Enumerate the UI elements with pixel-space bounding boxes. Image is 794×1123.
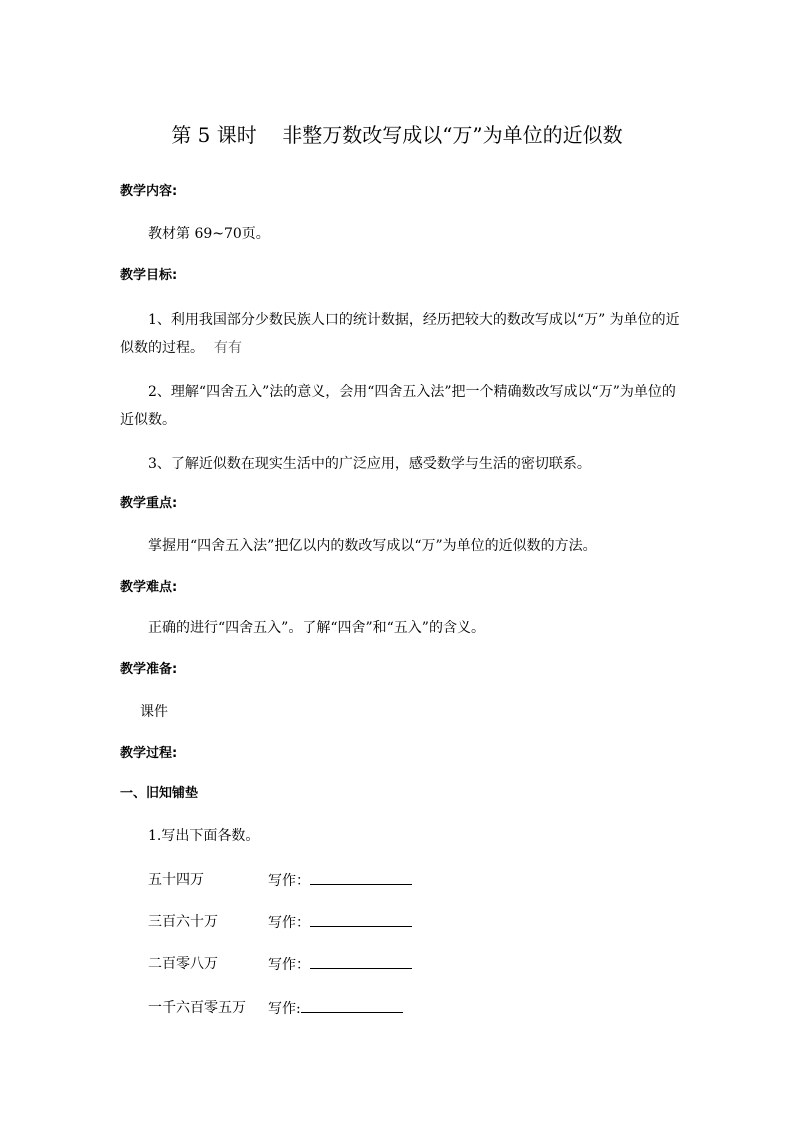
- section1-heading: 一、旧知铺垫: [120, 786, 199, 801]
- goals-heading: 教学目标:: [120, 268, 178, 283]
- write-field: [268, 998, 403, 1019]
- exercise-number: 三百六十万: [148, 914, 218, 930]
- focus-text: 掌握用“四舍五入法”把亿以内的数改写成以“万”为单位的近似数的方法。: [148, 538, 597, 554]
- goal-1-text: 1、利用我国部分少数民族人口的统计数据，经历把较大的数改写成以“万” 为单位的近似数的过程。: [120, 312, 680, 356]
- difficulty-text: 正确的进行“四舍五入”。了解“四舍”和“五入”的含义。: [148, 620, 485, 636]
- focus-heading: 教学重点:: [120, 496, 178, 511]
- goal-1: [120, 306, 680, 362]
- content-heading: 教学内容:: [120, 184, 178, 199]
- content-text: 教材第 69~70页。: [148, 226, 270, 242]
- write-label: 写作：: [268, 873, 310, 889]
- difficulty-heading: 教学难点:: [120, 580, 178, 595]
- exercise-number: 五十四万: [148, 872, 204, 888]
- answer-blank[interactable]: [310, 870, 412, 885]
- goal-2: 2、理解“四舍五入”法的意义，会用“四舍五入法”把一个精确数改写成以“万”为单位的近似数。: [120, 384, 676, 428]
- prep-heading: 教学准备:: [120, 662, 178, 677]
- exercise-title: 1.写出下面各数。: [148, 828, 260, 844]
- exercise-number: 二百零八万: [148, 956, 218, 972]
- answer-blank[interactable]: [301, 998, 403, 1013]
- goal-3: 3、了解近似数在现实生活中的广泛应用，感受数学与生活的密切联系。: [148, 456, 591, 472]
- write-field: [268, 954, 412, 975]
- goal-1-note: 有有: [214, 340, 242, 356]
- answer-blank[interactable]: [310, 912, 412, 927]
- process-heading: 教学过程:: [120, 746, 178, 761]
- write-label: 写作:: [268, 1001, 301, 1017]
- exercise-number: 一千六百零五万: [148, 1000, 246, 1016]
- write-field: [268, 912, 412, 933]
- write-field: [268, 870, 412, 891]
- prep-text: 课件: [140, 704, 168, 720]
- answer-blank[interactable]: [310, 954, 412, 969]
- page-title: 第 5 课时 非整万数改写成以“万”为单位的近似数: [171, 123, 623, 147]
- write-label: 写作：: [268, 915, 310, 931]
- write-label: 写作：: [268, 957, 310, 973]
